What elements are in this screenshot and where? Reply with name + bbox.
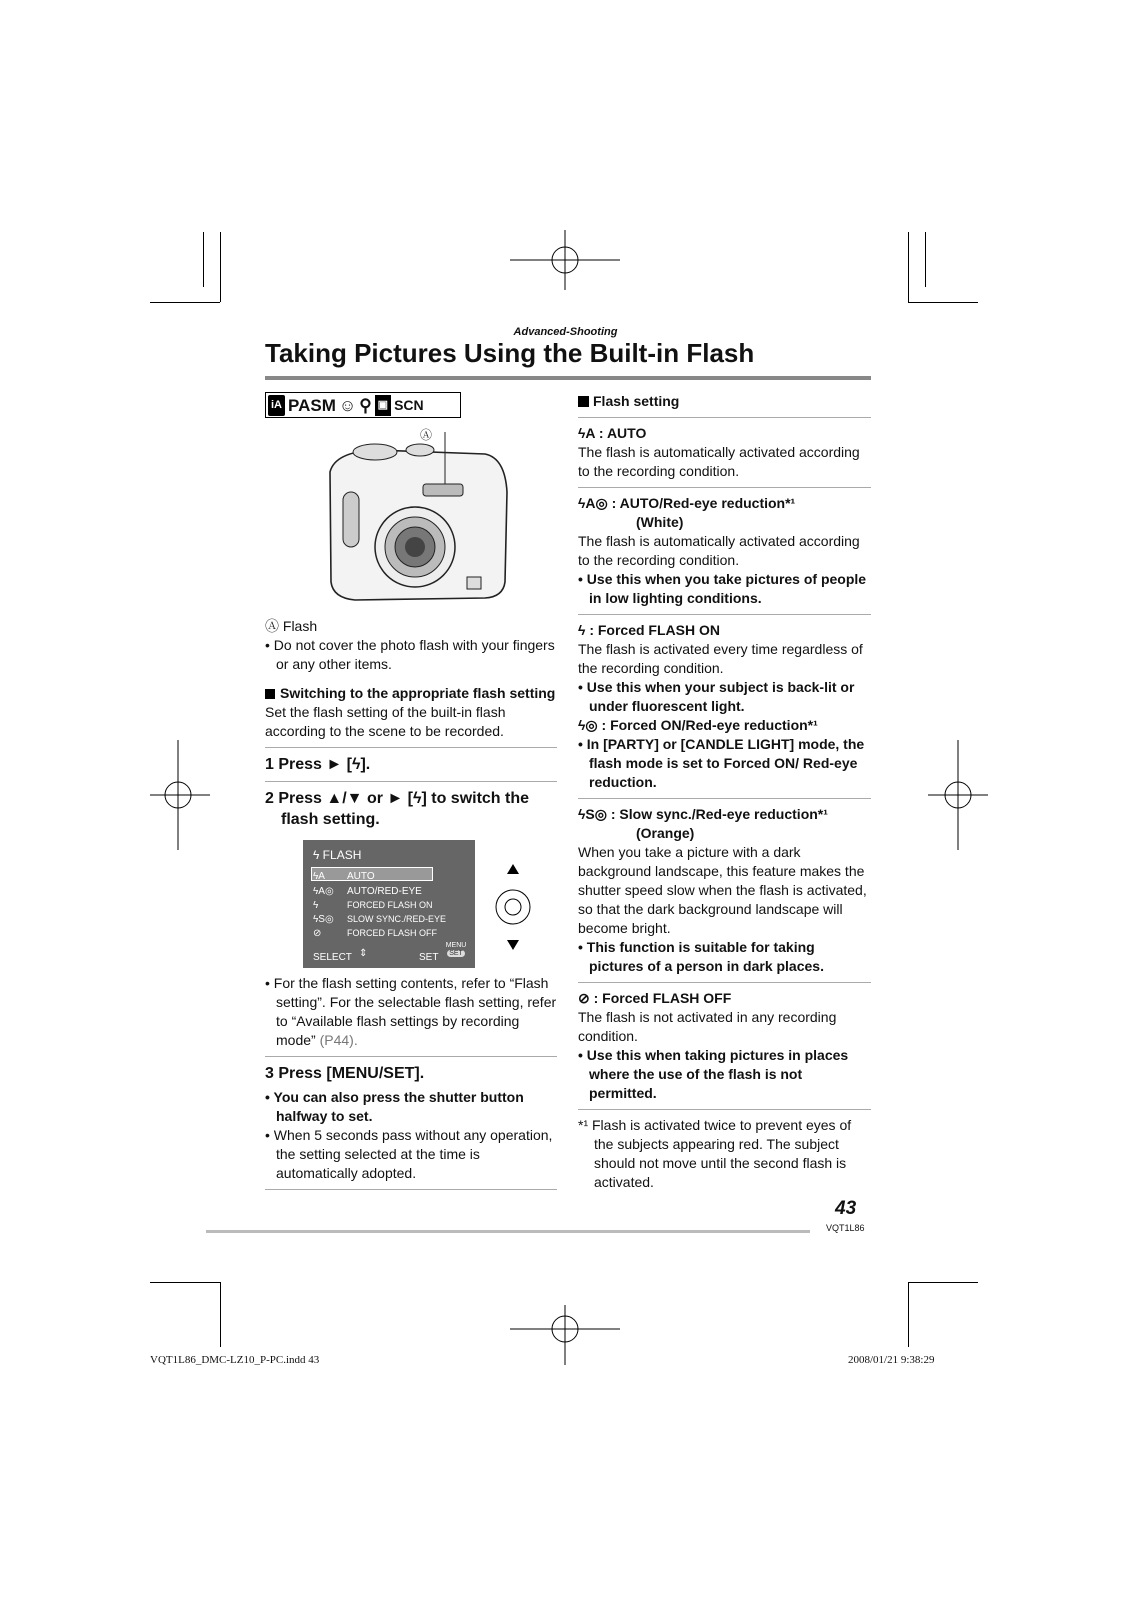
switching-heading: Switching to the appropriate flash setting [280, 685, 556, 701]
callout-a-marker: Ⓐ [420, 428, 433, 442]
flash-item-auto [578, 424, 871, 481]
flash-item-forced-on [578, 621, 871, 716]
mode-icons [265, 392, 461, 418]
flash-item-forced-off [578, 989, 871, 1103]
lcd-row-auto-icon: ϟA [313, 871, 325, 882]
lcd-row-auto: AUTO [347, 871, 375, 882]
lcd-row-slow-sync-icon: ϟS◎ [313, 914, 334, 925]
left-column [265, 392, 557, 1196]
flash-caption: Ⓐ Flash [265, 618, 318, 634]
flash-slow-sync-icon: ϟS◎ [578, 806, 607, 822]
document-code: VQT1L86 [826, 1223, 865, 1233]
divider [265, 747, 557, 748]
flash-item-title: : AUTO [598, 425, 647, 441]
footnote: *¹ Flash is activated twice to prevent eyes of the subjects appearing red. The subject should not move until the second flash is activated. [578, 1117, 852, 1190]
flash-setting-heading: Flash setting [593, 393, 680, 409]
note-shutter-halfway: • You can also press the shutter button halfway to set. [265, 1089, 524, 1124]
scn-mode-icon: SCN [394, 396, 424, 413]
page-link-p44[interactable]: (P44). [319, 1032, 358, 1048]
flash-item-text: The flash is activated every time regardless of the recording condition. [578, 641, 863, 676]
footer-rule [206, 1230, 810, 1233]
note-flash-settings-ref: • For the flash setting contents, refer to “Flash setting”. For the selectable flash setting, refer to “Available flash settings by recording mode” (P44). [265, 975, 557, 1048]
lcd-select-arrows-icon: ⇕ [359, 948, 368, 959]
print-file-info: VQT1L86_DMC-LZ10_P-PC.indd 43 [150, 1354, 320, 1366]
divider [265, 781, 557, 782]
flash-item-title: : Forced FLASH ON [589, 622, 720, 638]
square-bullet-icon [578, 396, 589, 407]
flash-item-text: When you take a picture with a dark background landscape, this feature makes the shutter speed slow when the flash is activated, so that the dark background landscape will become bright. [578, 844, 867, 936]
lcd-row-red-eye-icon: ϟA◎ [313, 886, 334, 897]
divider [578, 1109, 871, 1110]
flash-item-text: The flash is automatically activated according to the recording condition. [578, 444, 860, 479]
flash-auto-icon: ϟA [578, 425, 596, 441]
step-3: 3 Press [MENU/SET]. [265, 1065, 425, 1082]
camera-illustration [315, 432, 515, 612]
square-bullet-icon [265, 689, 275, 699]
flash-auto-red-eye-icon: ϟA◎ [578, 495, 608, 511]
flash-item-sub: (Orange) [636, 825, 695, 841]
flash-item-text: The flash is not activated in any recording condition. [578, 1009, 837, 1044]
flash-item-title: : Forced FLASH OFF [593, 990, 732, 1006]
lcd-select-label: SELECT [313, 952, 352, 963]
ia-mode-icon: iA [268, 395, 285, 416]
lcd-title: ϟ FLASH [313, 848, 362, 862]
sports-mode-icon: ⚲ [359, 395, 372, 415]
flash-item-title: : Slow sync./Red-eye reduction*¹ [610, 806, 828, 822]
scenery-mode-icon: ▣ [375, 395, 391, 416]
print-timestamp: 2008/01/21 9:38:29 [848, 1354, 935, 1366]
flash-item-title: : AUTO/Red-eye reduction*¹ [611, 495, 796, 511]
flash-item-bullet: • Use this when taking pictures in places where the use of the flash is not permitted. [578, 1047, 849, 1101]
lcd-menu-label: MENU [445, 942, 467, 949]
note-five-seconds: • When 5 seconds pass without any operation, the setting selected at the time is automatically adopted. [265, 1127, 553, 1181]
lcd-row-slow-sync: SLOW SYNC./RED-EYE [347, 914, 447, 924]
flash-item-auto-red-eye [578, 494, 871, 608]
registration-mark-left [150, 740, 210, 850]
lcd-row-forced-off-icon: ⊘ [313, 928, 322, 939]
flash-forced-red-eye-icon: ϟ◎ [578, 717, 598, 733]
note-do-not-cover: • Do not cover the photo flash with your fingers or any other items. [265, 637, 555, 672]
lcd-flash-menu [303, 840, 475, 968]
divider [578, 487, 871, 488]
menu-set-icon [445, 942, 467, 958]
lcd-row-forced-off: FORCED FLASH OFF [347, 928, 438, 938]
title-rule [265, 376, 871, 380]
section-label: Advanced-Shooting [513, 326, 618, 338]
flash-item-sub: (White) [636, 514, 684, 530]
flash-item-bullet: • Use this when your subject is back-lit or under fluorescent light. [578, 679, 855, 714]
divider [578, 417, 871, 418]
right-column [578, 392, 871, 1192]
lcd-row-forced-on-icon: ϟ [313, 900, 319, 911]
flash-off-icon: ⊘ [578, 990, 590, 1006]
lcd-row-red-eye: AUTO/RED-EYE [347, 886, 422, 897]
flash-item-bullet: • Use this when you take pictures of people in low lighting conditions. [578, 571, 867, 606]
flash-item-slow-sync [578, 805, 871, 976]
flash-item-title: : Forced ON/Red-eye reduction*¹ [601, 717, 818, 733]
flash-item-bullet: • This function is suitable for taking pictures of a person in dark places. [578, 939, 824, 974]
registration-mark-right [928, 740, 988, 850]
flash-item-forced-on-red-eye [578, 716, 871, 792]
switching-text: Set the flash setting of the built-in flash according to the scene to be recorded. [265, 704, 506, 739]
flash-item-text: The flash is automatically activated according to the recording condition. [578, 533, 860, 568]
divider [265, 1189, 557, 1190]
divider [265, 1056, 557, 1057]
portrait-mode-icon: ☺ [338, 395, 357, 415]
lcd-row-forced-on: FORCED FLASH ON [347, 900, 433, 910]
pasm-mode-icons: PASM [288, 395, 336, 415]
flash-item-bullet: • In [PARTY] or [CANDLE LIGHT] mode, the flash mode is set to Forced ON/ Red-eye reduction. [578, 736, 865, 790]
page-number: 43 [835, 1198, 857, 1219]
registration-mark-top [510, 230, 620, 290]
page-title: Taking Pictures Using the Built-in Flash [265, 338, 755, 368]
lcd-menu-set-label: SET [449, 950, 463, 957]
step-2: 2 Press ▲/▼ or ► [ϟ] to switch the flash setting. [265, 790, 530, 828]
divider [578, 982, 871, 983]
lcd-set-label: SET [419, 952, 439, 963]
cursor-pad-icon [493, 862, 533, 952]
registration-mark-bottom [510, 1305, 620, 1365]
flash-forced-on-icon: ϟ [578, 622, 586, 638]
divider [578, 798, 871, 799]
step-1: 1 Press ► [ϟ]. [265, 756, 371, 773]
divider [578, 614, 871, 615]
